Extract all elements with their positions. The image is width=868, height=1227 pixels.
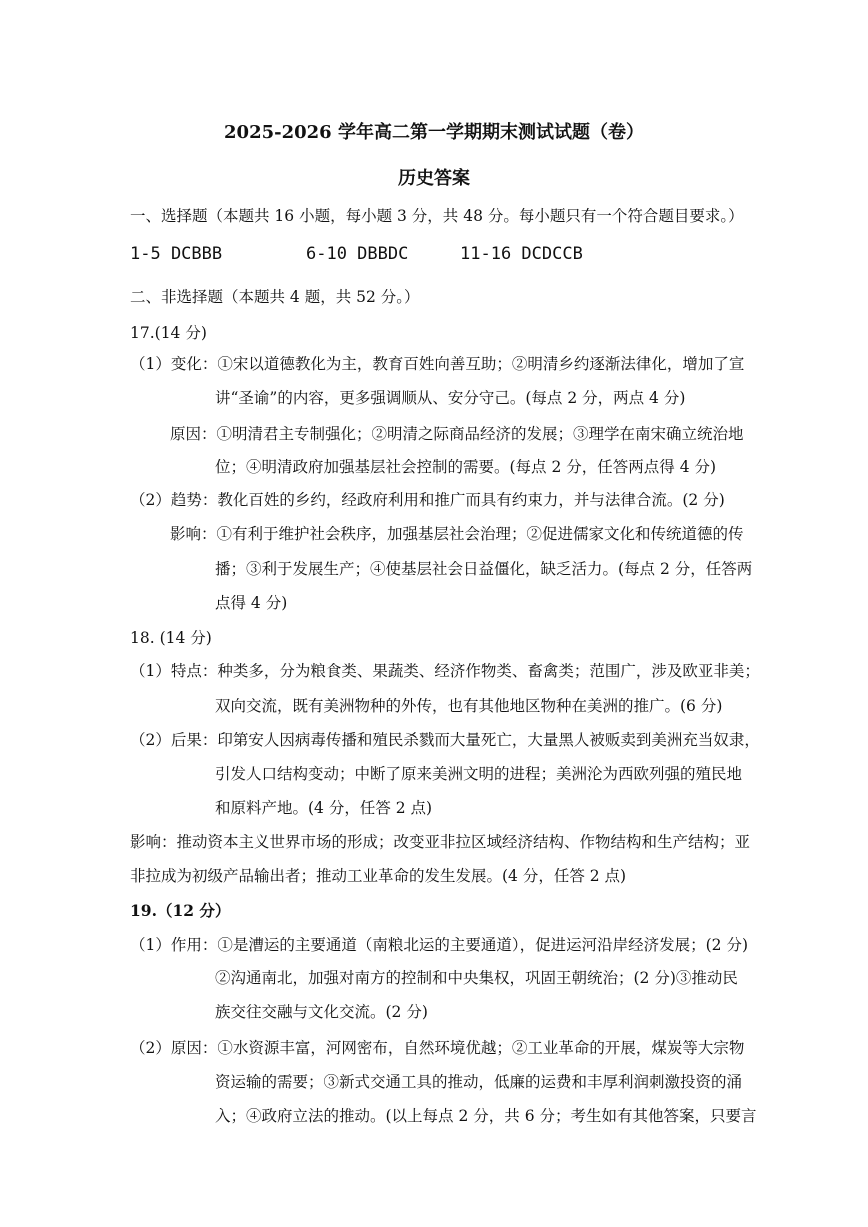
section2-heading: 二、非选择题（本题共 4 题，共 52 分。） <box>130 288 420 306</box>
q17-line: （1）变化：①宋以道德教化为主，教育百姓向善互助；②明清乡约逐渐法律化，增加了宣 <box>130 355 745 373</box>
q18-line: 影响：推动资本主义世界市场的形成；改变亚非拉区域经济结构、作物结构和生产结构；亚 <box>130 833 751 851</box>
q19-line: （2）原因：①水资源丰富，河网密布，自然环境优越；②工业革命的开展，煤炭等大宗物 <box>130 1039 745 1057</box>
q18-label: 18. (14 分) <box>130 629 212 647</box>
q17-line: 讲“圣谕”的内容，更多强调顺从、安分守己。(每点 2 分，两点 4 分) <box>215 389 686 407</box>
q18-line: （1）特点：种类多，分为粮食类、果蔬类、经济作物类、畜禽类；范围广，涉及欧亚非美； <box>130 662 760 680</box>
q19-line: （1）作用：①是漕运的主要通道（南粮北运的主要通道），促进运河沿岸经济发展；(2 分) <box>130 936 748 954</box>
answer-group-3: 11-16 DCDCCB <box>460 244 583 264</box>
q19-line: ②沟通南北，加强对南方的控制和中央集权，巩固王朝统治；(2 分)③推动民 <box>215 969 738 987</box>
q17-line: 原因：①明清君主专制强化；②明清之际商品经济的发展；③理学在南宋确立统治地 <box>170 425 744 443</box>
q19-line: 资运输的需要；③新式交通工具的推动，低廉的运费和丰厚利润刺激投资的涌 <box>215 1073 743 1091</box>
answer-group-1: 1-5 DCBBB <box>130 244 223 264</box>
q17-line: 位；④明清政府加强基层社会控制的需要。(每点 2 分，任答两点得 4 分) <box>215 458 717 476</box>
q19-line: 入；④政府立法的推动。(以上每点 2 分，共 6 分；考生如有其他答案，只要言 <box>215 1107 757 1125</box>
q17-line: 点得 4 分) <box>215 594 288 612</box>
q19-line: 族交往交融与文化交流。(2 分) <box>215 1003 428 1021</box>
q17-line: 影响：①有利于维护社会秩序，加强基层社会治理；②促进儒家文化和传统道德的传 <box>170 525 744 543</box>
q19-label: 19.（12 分） <box>130 901 231 920</box>
section1-heading: 一、选择题（本题共 16 小题，每小题 3 分，共 48 分。每小题只有一个符合题目要求。） <box>130 207 744 225</box>
q18-line: （2）后果：印第安人因病毒传播和殖民杀戮而大量死亡，大量黑人被贩卖到美洲充当奴隶， <box>130 731 760 749</box>
q18-line: 引发人口结构变动；中断了原来美洲文明的进程；美洲沦为西欧列强的殖民地 <box>215 765 743 783</box>
q18-line: 和原料产地。(4 分，任答 2 点) <box>215 799 433 817</box>
q18-line: 非拉成为初级产品输出者；推动工业革命的发生发展。(4 分，任答 2 点) <box>130 867 627 885</box>
q17-line: （2）趋势：教化百姓的乡约，经政府利用和推广而具有约束力，并与法律合流。(2 分) <box>130 491 725 509</box>
answer-group-2: 6-10 DBBDC <box>306 244 409 264</box>
q17-line: 播；③利于发展生产；④使基层社会日益僵化，缺乏活力。(每点 2 分，任答两 <box>215 560 753 578</box>
q17-label: 17.(14 分) <box>130 324 207 342</box>
document-subtitle: 历史答案 <box>398 168 470 189</box>
q18-line: 双向交流，既有美洲物种的外传，也有其他地区物种在美洲的推广。(6 分) <box>215 697 723 715</box>
document-title: 2025-2026 学年高二第一学期期末测试试题（卷） <box>224 122 644 143</box>
